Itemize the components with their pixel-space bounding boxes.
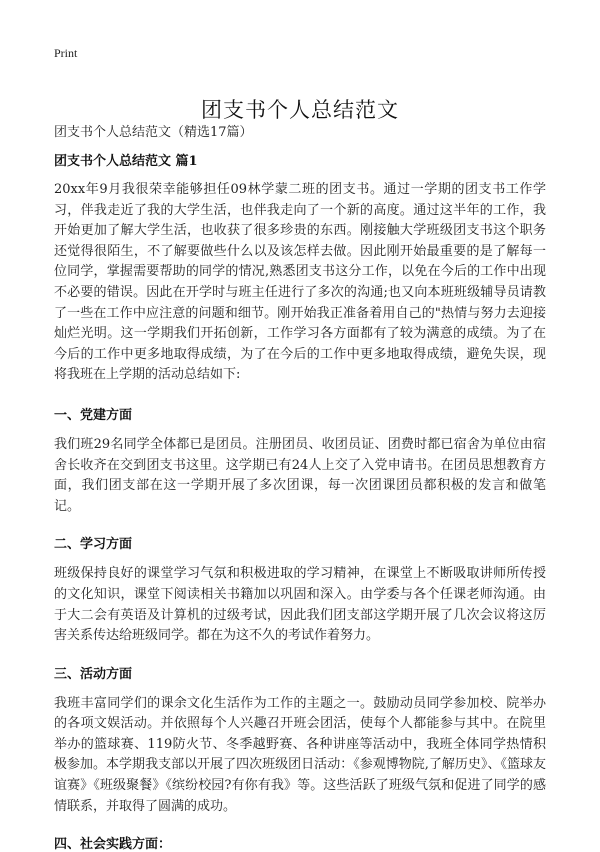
section-heading-study: 二、学习方面 — [54, 537, 133, 553]
section-heading-activities: 三、活动方面 — [54, 666, 133, 682]
section-heading-party: 一、党建方面 — [54, 407, 133, 423]
section-paragraph-study: 班级保持良好的课堂学习气氛和积极进取的学习精神，在课堂上不断吸取讲师所传授的文化知识，课堂下阅读相关书籍加以巩固和深入。由学委与各个任课老师沟通。由于大二会有英语及计算机的过级考试，因此我们团支部这学期开展了几次会议将这厉害关系传达给班级同学。都在为这不久的考试作着努力。 — [54, 566, 546, 644]
section-heading-social-practice: 四、社会实践方面： — [54, 837, 172, 852]
document-title: 团支书个人总结范文 — [201, 98, 399, 123]
section-paragraph-activities: 我班丰富同学们的课余文化生活作为工作的主题之一。鼓励动员同学参加校、院举办的各项文娱活动。并依照每个人兴趣召开班会团活，使每个人都能参与其中。在院里举办的篮球赛、119防火节、冬季越野赛、各种讲座等活动中，我班全体同学热情积极参加。本学期我支部以开展了四次班级团日活动：《参观博物院,了解历史》、《篮球友谊赛》《班级聚餐》《缤纷校园?有你有我》等。这些活跃了班级气氛和促进了同学的感情联系，并取得了圆满的成功。 — [54, 695, 546, 814]
section-paragraph-party: 我们班29名同学全体都已是团员。注册团员、收团员证、团费时都已宿舍为单位由宿舍长收齐在交到团支书这里。这学期已有24人上交了入党申请书。在团员思想教育方面，我们团支部在这一学期开展了多次团课，每一次团课团员都积极的发言和做笔记。 — [54, 436, 546, 514]
document-subtitle: 团支书个人总结范文（精选17篇） — [54, 125, 253, 140]
document-body — [54, 150, 546, 852]
intro-paragraph: 20xx年9月我很荣幸能够担任09林学蒙二班的团支书。通过一学期的团支书工作学习，伴我走近了我的大学生活，也伴我走向了一个新的高度。通过这半年的工作，我开始更加了解大学生活，也收获了很多珍贵的东西。刚接触大学班级团支书这个职务还觉得很陌生，不了解要做些什么以及该怎样去做。因此刚开始最重要的是了解每一位同学，掌握需要帮助的同学的情况,熟悉团支书这分工作，以免在今后的工作中出现不必要的错误。因此在开学时与班主任进行了多次的沟通;也又向本班班级辅导员请教了一些在工作中应注意的问题和细节。刚开始我正准备着用自己的"热情与努力去迎接灿烂光明。这一学期我们开拓创新，工作学习各方面都有了较为满意的成绩。为了在今后的工作中更多地取得成绩，为了在今后的工作中更多地取得成绩，避免失误，现将我班在上学期的活动总结如下: — [54, 182, 546, 383]
print-label: Print — [54, 46, 78, 60]
article-heading: 团支书个人总结范文 篇1 — [54, 154, 198, 169]
